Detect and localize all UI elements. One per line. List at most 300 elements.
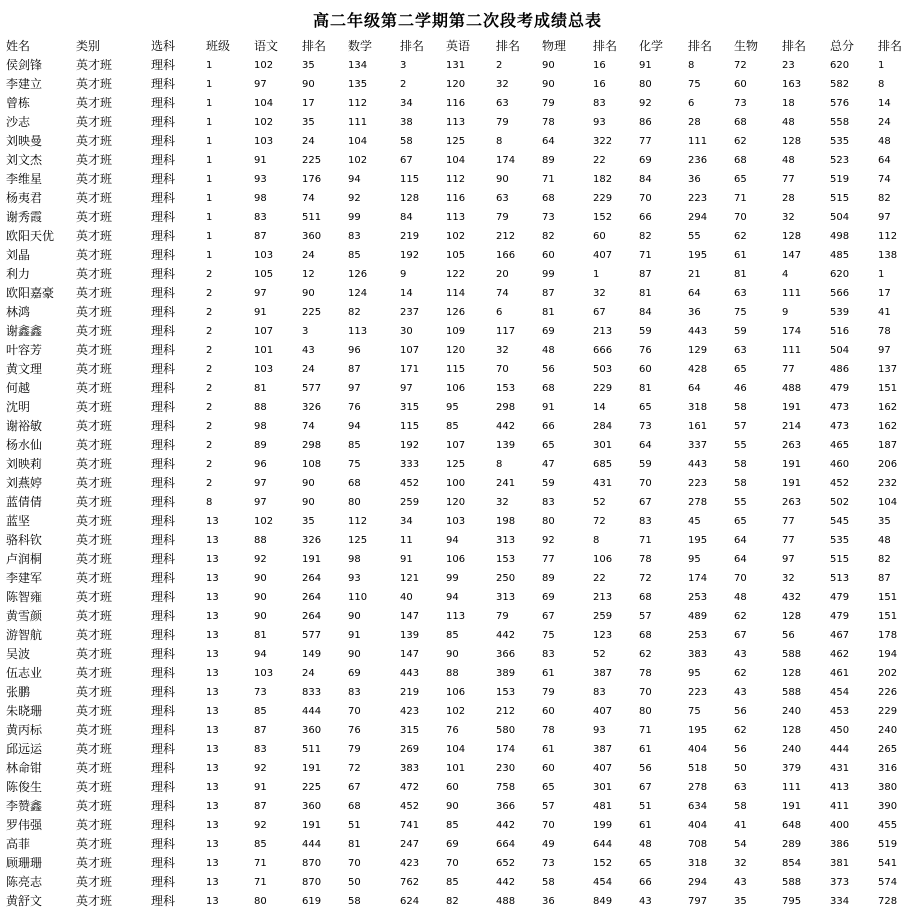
table-cell: 131 (446, 60, 466, 71)
table-cell: 英才班 (76, 115, 113, 129)
table-row (6, 702, 906, 721)
table-cell: 65 (542, 782, 555, 793)
table-cell: 70 (639, 687, 652, 698)
table-cell: 182 (593, 174, 613, 185)
table-row (6, 531, 906, 550)
table-cell: 103 (446, 516, 466, 527)
table-cell: 28 (782, 193, 795, 204)
table-cell: 82 (542, 231, 555, 242)
table-cell: 68 (734, 117, 747, 128)
table-cell: 229 (593, 383, 613, 394)
table-cell: 1 (206, 117, 213, 128)
table-cell: 理科 (151, 134, 176, 148)
table-cell: 66 (639, 212, 652, 223)
table-cell: 58 (542, 877, 555, 888)
table-cell: 90 (348, 611, 361, 622)
table-cell: 88 (446, 668, 459, 679)
table-cell: 152 (593, 212, 613, 223)
table-cell: 49 (542, 839, 555, 850)
table-cell: 13 (206, 801, 219, 812)
table-cell: 103 (254, 364, 274, 375)
table-cell: 黄舒文 (6, 894, 43, 908)
column-header: 选科 (151, 39, 176, 53)
table-cell: 486 (830, 364, 850, 375)
table-cell: 450 (830, 725, 850, 736)
table-cell: 128 (782, 668, 802, 679)
table-cell: 191 (302, 820, 322, 831)
table-row (6, 873, 906, 892)
table-cell: 2 (206, 345, 213, 356)
table-cell: 李赞鑫 (6, 799, 43, 813)
table-cell: 英才班 (76, 875, 113, 889)
table-cell: 2 (206, 459, 213, 470)
table-cell: 43 (734, 687, 747, 698)
table-cell: 112 (878, 231, 898, 242)
table-cell: 223 (688, 478, 708, 489)
table-cell: 蓝坚 (6, 514, 31, 528)
table-cell: 14 (593, 402, 606, 413)
table-cell: 英才班 (76, 438, 113, 452)
table-cell: 理科 (151, 856, 176, 870)
table-cell: 伍志业 (6, 666, 43, 680)
table-cell: 479 (830, 611, 850, 622)
table-cell: 250 (496, 573, 516, 584)
table-cell: 87 (348, 364, 361, 375)
table-cell: 81 (639, 288, 652, 299)
table-cell: 644 (593, 839, 613, 850)
table-cell: 577 (302, 383, 322, 394)
table-cell: 61 (542, 668, 555, 679)
table-cell: 664 (496, 839, 516, 850)
table-cell: 94 (348, 421, 361, 432)
table-cell: 92 (254, 820, 267, 831)
table-cell: 94 (254, 649, 267, 660)
table-cell: 147 (782, 250, 802, 261)
table-cell: 407 (593, 706, 613, 717)
table-cell: 78 (542, 117, 555, 128)
table-cell: 460 (830, 459, 850, 470)
table-cell: 413 (830, 782, 850, 793)
table-cell: 91 (400, 554, 413, 565)
table-cell: 71 (639, 725, 652, 736)
table-cell: 379 (782, 763, 802, 774)
table-cell: 41 (734, 820, 747, 831)
table-cell: 93 (348, 573, 361, 584)
table-cell: 124 (348, 288, 368, 299)
table-cell: 64 (639, 440, 652, 451)
table-cell: 240 (878, 725, 898, 736)
table-cell: 89 (542, 155, 555, 166)
table-cell: 79 (542, 687, 555, 698)
table-cell: 67 (734, 630, 747, 641)
table-cell: 57 (542, 801, 555, 812)
table-cell: 316 (878, 763, 898, 774)
table-cell: 77 (782, 535, 795, 546)
table-cell: 411 (830, 801, 850, 812)
table-cell: 71 (254, 877, 267, 888)
table-cell: 理科 (151, 248, 176, 262)
table-cell: 88 (254, 402, 267, 413)
table-cell: 106 (593, 554, 613, 565)
table-cell: 刘燕婷 (6, 476, 43, 490)
table-cell: 113 (348, 326, 368, 337)
table-cell: 577 (302, 630, 322, 641)
table-cell: 67 (348, 782, 361, 793)
table-cell: 68 (639, 630, 652, 641)
table-cell: 162 (878, 421, 898, 432)
table-cell: 理科 (151, 571, 176, 585)
table-cell: 58 (734, 459, 747, 470)
table-cell: 298 (496, 402, 516, 413)
table-cell: 英才班 (76, 286, 113, 300)
table-cell: 230 (496, 763, 516, 774)
table-cell: 理科 (151, 115, 176, 129)
table-row (6, 835, 906, 854)
table-cell: 1 (206, 60, 213, 71)
table-cell: 英才班 (76, 856, 113, 870)
table-cell: 443 (688, 459, 708, 470)
table-cell: 407 (593, 763, 613, 774)
table-cell: 32 (496, 497, 509, 508)
table-cell: 96 (254, 459, 267, 470)
table-cell: 68 (542, 383, 555, 394)
table-row (6, 778, 906, 797)
column-header: 物理 (542, 39, 567, 53)
table-cell: 442 (496, 820, 516, 831)
table-cell: 91 (348, 630, 361, 641)
table-cell: 72 (734, 60, 747, 71)
table-cell: 62 (734, 136, 747, 147)
table-cell: 68 (542, 193, 555, 204)
table-cell: 56 (782, 630, 795, 641)
table-cell: 79 (496, 117, 509, 128)
table-cell: 48 (734, 592, 747, 603)
table-cell: 60 (734, 79, 747, 90)
table-cell: 225 (302, 782, 322, 793)
table-cell: 247 (400, 839, 420, 850)
table-cell: 71 (639, 535, 652, 546)
table-cell: 452 (400, 801, 420, 812)
table-cell: 423 (400, 706, 420, 717)
table-cell: 叶容芳 (6, 343, 43, 357)
table-cell: 174 (496, 744, 516, 755)
table-cell: 40 (400, 592, 413, 603)
table-cell: 刘映曼 (6, 134, 43, 148)
table-cell: 502 (830, 497, 850, 508)
table-cell: 理科 (151, 210, 176, 224)
table-cell: 70 (496, 364, 509, 375)
table-cell: 106 (446, 554, 466, 565)
table-cell: 467 (830, 630, 850, 641)
table-cell: 240 (782, 706, 802, 717)
table-cell: 英才班 (76, 153, 113, 167)
table-cell: 13 (206, 820, 219, 831)
table-cell: 75 (688, 79, 701, 90)
table-cell: 301 (593, 440, 613, 451)
table-cell: 444 (830, 744, 850, 755)
table-cell: 111 (782, 782, 802, 793)
table-cell: 61 (639, 820, 652, 831)
table-cell: 77 (782, 174, 795, 185)
table-cell: 99 (542, 269, 555, 280)
table-cell: 105 (446, 250, 466, 261)
column-header: 姓名 (6, 39, 31, 53)
table-cell: 479 (830, 592, 850, 603)
table-cell: 理科 (151, 96, 176, 110)
table-cell: 284 (593, 421, 613, 432)
table-cell: 387 (593, 668, 613, 679)
table-cell: 理科 (151, 400, 176, 414)
table-cell: 78 (639, 554, 652, 565)
table-cell: 360 (302, 725, 322, 736)
table-cell: 79 (496, 212, 509, 223)
table-cell: 朱晓珊 (6, 704, 43, 718)
table-cell: 林鸿 (6, 305, 31, 319)
table-cell: 191 (782, 402, 802, 413)
table-cell: 60 (542, 706, 555, 717)
table-cell: 67 (639, 497, 652, 508)
table-cell: 69 (542, 326, 555, 337)
table-cell: 67 (400, 155, 413, 166)
table-cell: 107 (400, 345, 420, 356)
table-cell: 423 (400, 858, 420, 869)
table-cell: 邱远运 (6, 742, 43, 756)
table-cell: 166 (496, 250, 516, 261)
table-cell: 488 (782, 383, 802, 394)
table-cell: 797 (688, 896, 708, 907)
table-cell: 728 (878, 896, 898, 907)
column-header: 排名 (302, 39, 327, 53)
table-cell: 128 (782, 136, 802, 147)
table-cell: 14 (878, 98, 891, 109)
table-cell: 英才班 (76, 533, 113, 547)
table-cell: 128 (782, 725, 802, 736)
table-cell: 90 (446, 649, 459, 660)
table-cell: 191 (302, 763, 322, 774)
table-cell: 70 (639, 478, 652, 489)
table-cell: 13 (206, 858, 219, 869)
table-cell: 62 (734, 668, 747, 679)
table-cell: 147 (400, 649, 420, 660)
table-cell: 68 (639, 592, 652, 603)
table-cell: 97 (254, 497, 267, 508)
table-cell: 理科 (151, 780, 176, 794)
table-cell: 380 (878, 782, 898, 793)
table-cell: 326 (302, 402, 322, 413)
table-cell: 383 (688, 649, 708, 660)
table-cell: 192 (400, 440, 420, 451)
table-cell: 90 (302, 288, 315, 299)
table-cell: 理科 (151, 590, 176, 604)
table-cell: 理科 (151, 172, 176, 186)
table-cell: 24 (878, 117, 891, 128)
table-cell: 杨夷君 (6, 191, 43, 205)
table-cell: 105 (254, 269, 274, 280)
table-cell: 22 (593, 155, 606, 166)
table-cell: 72 (348, 763, 361, 774)
table-cell: 110 (348, 592, 368, 603)
table-cell: 79 (496, 611, 509, 622)
table-row (6, 645, 906, 664)
table-cell: 刘晶 (6, 248, 31, 262)
table-cell: 116 (446, 193, 466, 204)
table-cell: 43 (302, 345, 315, 356)
table-cell: 153 (496, 687, 516, 698)
table-cell: 90 (348, 649, 361, 660)
table-cell: 112 (348, 98, 368, 109)
table-cell: 195 (688, 250, 708, 261)
table-cell: 13 (206, 877, 219, 888)
table-cell: 14 (400, 288, 413, 299)
table-cell: 92 (254, 554, 267, 565)
table-cell: 77 (782, 364, 795, 375)
table-cell: 64 (688, 383, 701, 394)
table-cell: 103 (254, 668, 274, 679)
table-cell: 34 (400, 516, 413, 527)
table-cell: 理科 (151, 153, 176, 167)
table-cell: 32 (734, 858, 747, 869)
table-cell: 48 (782, 117, 795, 128)
table-cell: 107 (446, 440, 466, 451)
table-row (6, 75, 906, 94)
table-cell: 588 (782, 649, 802, 660)
table-cell: 81 (639, 383, 652, 394)
table-cell: 20 (496, 269, 509, 280)
table-cell: 114 (446, 288, 466, 299)
table-cell: 219 (400, 687, 420, 698)
table-cell: 24 (302, 250, 315, 261)
table-cell: 269 (400, 744, 420, 755)
table-row (6, 664, 906, 683)
table-cell: 50 (348, 877, 361, 888)
table-cell: 82 (446, 896, 459, 907)
table-cell: 78 (542, 725, 555, 736)
grades-table (6, 37, 906, 911)
table-cell: 504 (830, 345, 850, 356)
table-cell: 174 (496, 155, 516, 166)
table-cell: 454 (593, 877, 613, 888)
table-cell: 81 (254, 383, 267, 394)
table-cell: 55 (734, 440, 747, 451)
table-cell: 理科 (151, 324, 176, 338)
table-cell: 535 (830, 535, 850, 546)
table-cell: 利力 (6, 267, 31, 281)
table-cell: 理科 (151, 191, 176, 205)
table-cell: 90 (302, 497, 315, 508)
table-cell: 103 (254, 136, 274, 147)
table-cell: 92 (348, 193, 361, 204)
table-row (6, 569, 906, 588)
table-cell: 147 (400, 611, 420, 622)
table-cell: 85 (446, 421, 459, 432)
table-cell: 2 (206, 364, 213, 375)
table-cell: 503 (593, 364, 613, 375)
table-cell: 566 (830, 288, 850, 299)
table-cell: 708 (688, 839, 708, 850)
table-cell: 13 (206, 554, 219, 565)
table-cell: 580 (496, 725, 516, 736)
table-cell: 153 (496, 383, 516, 394)
table-cell: 452 (400, 478, 420, 489)
table-cell: 162 (878, 402, 898, 413)
table-cell: 2 (206, 326, 213, 337)
table-cell: 沙志 (6, 115, 31, 129)
table-cell: 137 (878, 364, 898, 375)
table-cell: 陈智雍 (6, 590, 43, 604)
table-cell: 99 (446, 573, 459, 584)
table-cell: 94 (446, 535, 459, 546)
table-cell: 151 (878, 383, 898, 394)
table-cell: 214 (782, 421, 802, 432)
table-cell: 3 (302, 326, 309, 337)
table-cell: 104 (254, 98, 274, 109)
table-cell: 518 (688, 763, 708, 774)
table-cell: 63 (734, 345, 747, 356)
table-cell: 79 (348, 744, 361, 755)
column-header: 化学 (639, 39, 664, 53)
table-cell: 73 (542, 858, 555, 869)
table-cell: 125 (446, 136, 466, 147)
table-cell: 120 (446, 79, 466, 90)
table-cell: 213 (593, 326, 613, 337)
table-row (6, 854, 906, 873)
table-cell: 78 (639, 668, 652, 679)
table-cell: 84 (639, 174, 652, 185)
table-cell: 79 (542, 98, 555, 109)
table-cell: 61 (639, 744, 652, 755)
table-cell: 294 (688, 212, 708, 223)
table-cell: 360 (302, 801, 322, 812)
table-cell: 61 (734, 250, 747, 261)
table-cell: 56 (639, 763, 652, 774)
table-cell: 116 (446, 98, 466, 109)
table-cell: 264 (302, 573, 322, 584)
table-cell: 卢润桐 (6, 552, 43, 566)
table-row (6, 322, 906, 341)
table-row (6, 303, 906, 322)
table-cell: 55 (734, 497, 747, 508)
table-cell: 理科 (151, 457, 176, 471)
table-cell: 36 (688, 307, 701, 318)
table-cell: 理科 (151, 77, 176, 91)
table-cell: 90 (254, 611, 267, 622)
table-cell: 理科 (151, 495, 176, 509)
table-row (6, 208, 906, 227)
table-cell: 13 (206, 706, 219, 717)
table-cell: 13 (206, 763, 219, 774)
table-cell: 8 (206, 497, 213, 508)
table-cell: 263 (782, 440, 802, 451)
table-cell: 123 (593, 630, 613, 641)
table-cell: 315 (400, 402, 420, 413)
table-cell: 97 (878, 212, 891, 223)
table-cell: 理科 (151, 58, 176, 72)
table-cell: 199 (593, 820, 613, 831)
table-cell: 英才班 (76, 362, 113, 376)
table-cell: 89 (542, 573, 555, 584)
table-cell: 253 (688, 630, 708, 641)
table-cell: 97 (254, 478, 267, 489)
table-cell: 135 (348, 79, 368, 90)
table-cell: 41 (878, 307, 891, 318)
table-cell: 455 (878, 820, 898, 831)
table-cell: 英才班 (76, 761, 113, 775)
table-cell: 558 (830, 117, 850, 128)
table-cell: 68 (734, 155, 747, 166)
table-cell: 69 (348, 668, 361, 679)
table-cell: 80 (254, 896, 267, 907)
table-cell: 英才班 (76, 723, 113, 737)
